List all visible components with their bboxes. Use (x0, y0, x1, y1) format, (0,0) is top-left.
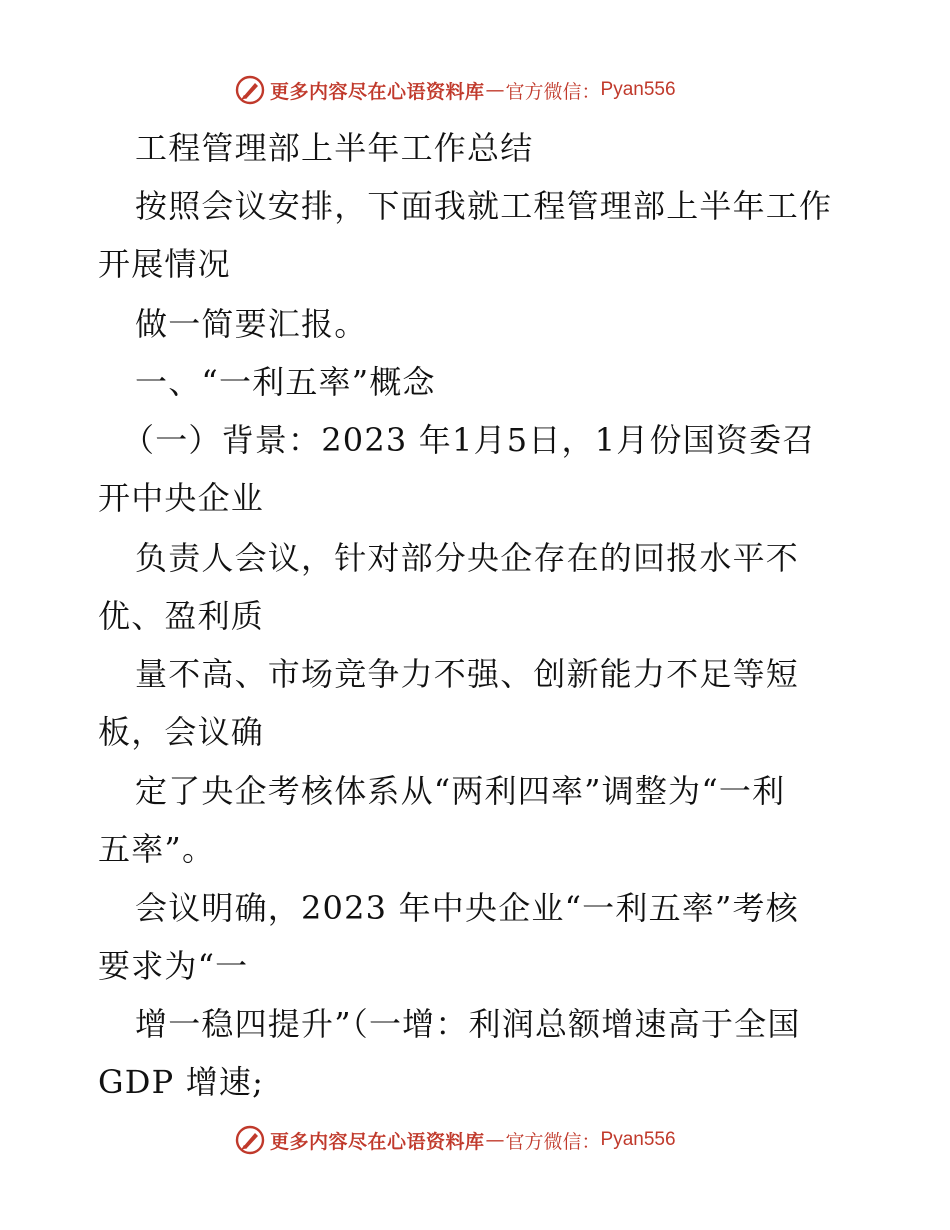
paragraph-line: 定了央企考核体系从“两利四率”调整为“一利 (135, 772, 786, 810)
paragraph-line: 开展情况 (98, 245, 231, 283)
watermark-dash: — (485, 79, 505, 101)
paragraph-line: 板，会议确 (98, 713, 265, 751)
watermark-main-text: 更多内容尽在心语资料库 (270, 1130, 485, 1153)
paragraph-line: 开中央企业 (98, 479, 265, 517)
document-title: 工程管理部上半年工作总结 (135, 129, 534, 167)
paragraph-line: 负责人会议，针对部分央企存在的回报水平不 (135, 539, 800, 577)
watermark-header (234, 73, 676, 107)
watermark-wechat-id: Pyan556 (600, 79, 676, 100)
watermark-dash: — (485, 1129, 505, 1151)
section-heading: 一、“一利五率”概念 (135, 363, 436, 401)
paragraph-line: 按照会议安排，下面我就工程管理部上半年工作 (135, 187, 833, 225)
watermark-main-text: 更多内容尽在心语资料库 (270, 80, 485, 103)
paragraph-line: 做一简要汇报。 (135, 305, 368, 343)
paragraph-line: 优、盈利质 (98, 597, 265, 635)
paragraph-line: GDP 增速; (98, 1063, 265, 1101)
paragraph-line: 量不高、市场竞争力不强、创新能力不足等短 (135, 655, 800, 693)
paragraph-line: 五率”。 (98, 830, 216, 868)
pen-logo-icon (234, 1124, 266, 1156)
watermark-wechat-id: Pyan556 (600, 1129, 676, 1150)
watermark-official-label: 官方微信： (505, 1130, 601, 1153)
paragraph-line: 会议明确，2023 年中央企业“一利五率”考核 (135, 889, 799, 927)
paragraph-line: 要求为“一 (98, 947, 249, 985)
watermark-official-label: 官方微信： (505, 80, 601, 103)
paragraph-line: （一）背景：2023 年1月5日，1月份国资委召 (122, 421, 816, 459)
pen-logo-icon (234, 74, 266, 106)
paragraph-line: 增一稳四提升”（一增：利润总额增速高于全国 (135, 1005, 801, 1043)
watermark-footer (234, 1123, 676, 1157)
